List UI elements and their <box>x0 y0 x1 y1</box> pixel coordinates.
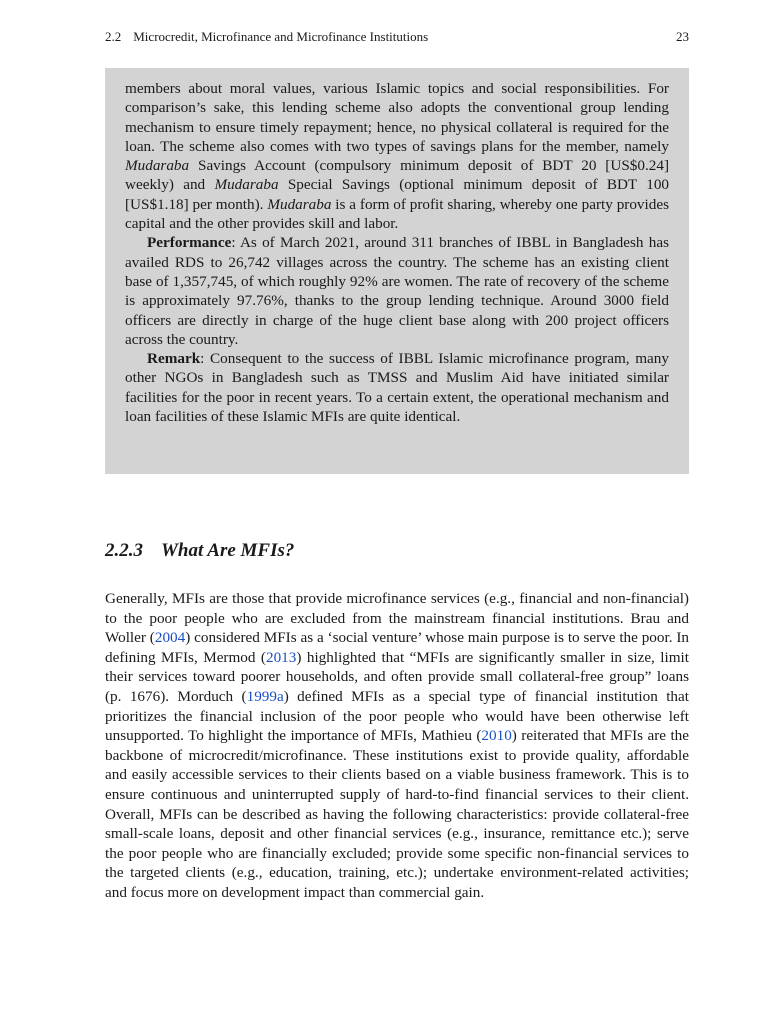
case-study-box <box>105 68 689 474</box>
performance-label: Performance <box>147 234 232 252</box>
header-section-title: Microcredit, Microfinance and Microfinance Institutions <box>133 29 429 44</box>
citation-link[interactable]: 2004 <box>154 629 186 647</box>
header-section-number: 2.2 <box>105 29 122 44</box>
box-emphasis: Mudaraba <box>267 195 332 213</box>
box-paragraph-performance <box>125 233 669 349</box>
running-header <box>105 28 689 46</box>
body-text: ) defined MFIs as a special type of financial institution that prioritizes the financial inclusion of the poor people who would have been otherwise left unsupported. To highlight the importance of MFIs, Mathieu ( <box>105 687 689 745</box>
body-text: ) considered MFIs as a ‘social venture’ whose main purpose is to serve the poor. In defining MFIs, Mermod ( <box>105 629 689 666</box>
box-text: is a form of profit sharing, whereby one party provides capital and the other provides skill and labor. <box>125 195 669 233</box>
body-text: ) highlighted that “MFIs are significantly smaller in size, limit their services toward poorer households, and often provide small collateral-free group” loans (p. 1676). Morduch ( <box>105 648 689 705</box>
box-text: Savings Account (compulsory minimum deposit of BDT 20 [US$0.24] weekly) and <box>125 157 669 194</box>
citation-link[interactable]: 2013 <box>265 648 297 666</box>
box-emphasis: Mudaraba <box>214 176 279 194</box>
remark-label: Remark <box>147 350 201 368</box>
citation-link[interactable]: 1999a <box>246 687 284 705</box>
box-text: members about moral values, various Islamic topics and social responsibilities. For comparison’s sake, this lending scheme also adopts the conventional group lending mechanism to ensure timely repayment; hence, no physical collateral is required for the loan. The scheme also comes with two types of savings plans for the member, namely <box>125 80 669 155</box>
body-paragraph <box>105 589 689 903</box>
body-text: Generally, MFIs are those that provide microfinance services (e.g., financial and non-financial) to the poor people who are excluded from the mainstream financial institutions. Brau and Woller ( <box>105 590 689 647</box>
box-emphasis: Mudaraba <box>125 157 190 175</box>
section-number: 2.2.3 <box>105 540 143 561</box>
box-paragraph-remark <box>125 349 669 426</box>
box-text: : As of March 2021, around 311 branches of IBBL in Bangladesh has availed RDS to 26,742 villages across the country. The scheme has an existing client base of 1,357,745, of which roughly 92% are women. The rate of recovery of the scheme is approximately 97.76%, thanks to the group lending technique. Around 3000 field officers are directly in charge of the huge client base along with 200 project officers across the country. <box>125 234 669 348</box>
citation-link[interactable]: 2010 <box>481 727 512 745</box>
body-text: ) reiterated that MFIs are the backbone of microcredit/microfinance. These institutions exist to provide quality, affordable and easily accessible services to their clients based on a viable business framework. This is to ensure continuous and uninterrupted supply of hard-to-find financial services to their client. Overall, MFIs can be described as having the following characteristics: provide collateral-free small-scale loans, deposit and other financial services (e.g., insurance, remittance etc.); serve the poor people who are financially excluded; provide some specific non-financial services to the targeted clients (e.g., education, training, etc.); undertake environment-related activities; and focus more on development impact than commercial gain. <box>105 727 689 901</box>
section-heading <box>105 538 689 564</box>
page-number: 23 <box>676 29 689 44</box>
running-header-left <box>105 28 428 46</box>
section-title: What Are MFIs? <box>161 540 295 561</box>
box-text: Special Savings (optional minimum deposit of BDT 100 [US$1.18] per month). <box>125 176 670 213</box>
box-text: : Consequent to the success of IBBL Islamic microfinance program, many other NGOs in Bangladesh such as TMSS and Muslim Aid have initiated similar facilities for the poor in recent years. To a certain extent, the operational mechanism and loan facilities of these Islamic MFIs are quite identical. <box>125 350 669 426</box>
box-paragraph-continuation <box>125 79 669 233</box>
